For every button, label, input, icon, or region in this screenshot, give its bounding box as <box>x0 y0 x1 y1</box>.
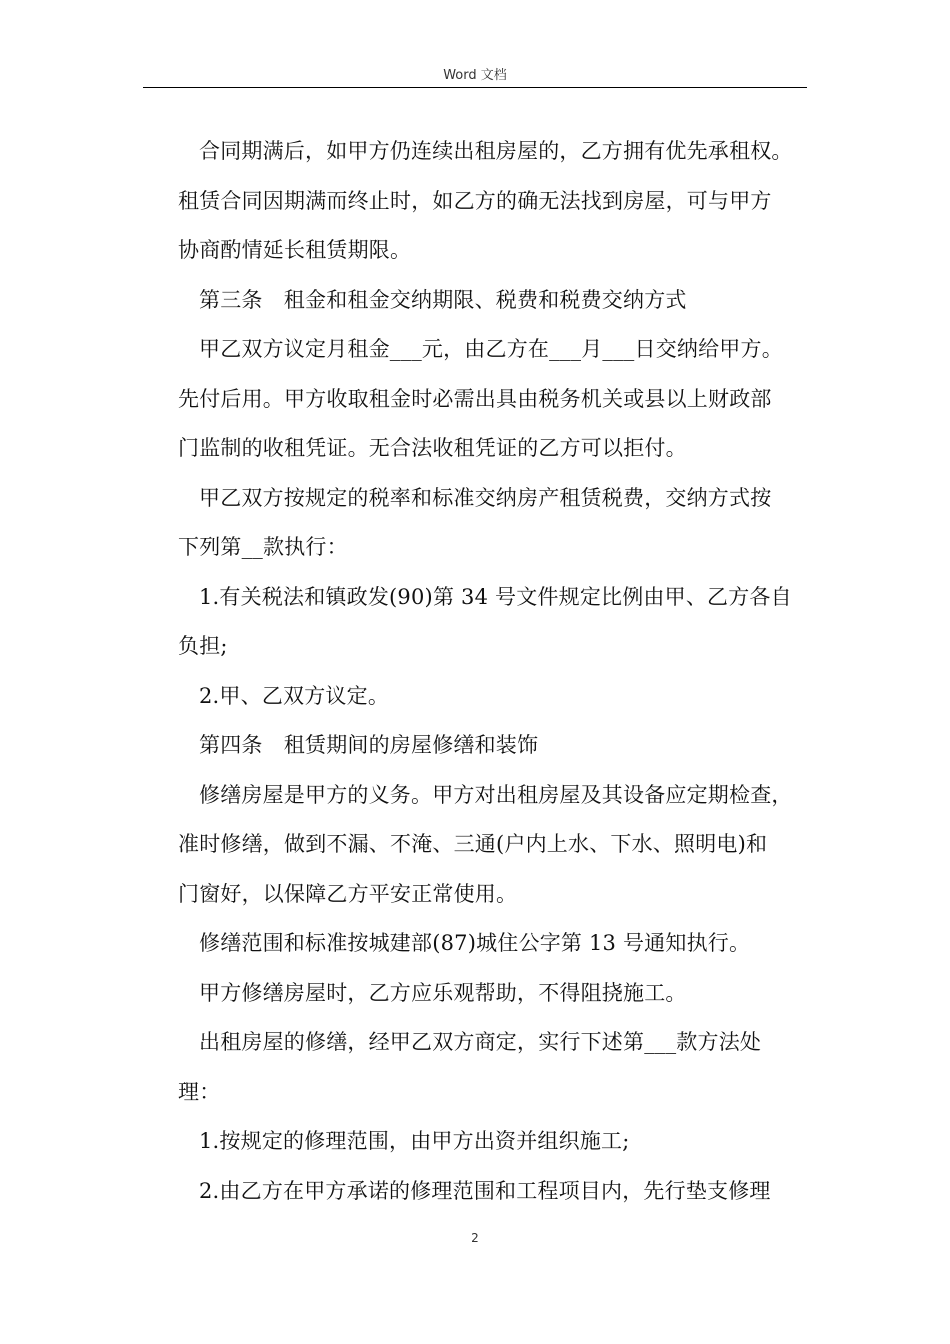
paragraph-line: 门监制的收租凭证。无合法收租凭证的乙方可以拒付。 <box>178 436 687 460</box>
paragraph-line: 下列第__款执行： <box>178 535 348 559</box>
document-body <box>178 127 814 1216</box>
paragraph-line: 先付后用。甲方收取租金时必需出具由税务机关或县以上财政部 <box>178 386 772 411</box>
page-number: 2 <box>471 1231 479 1245</box>
list-item: 1.按规定的修理范围，由甲方出资并组织施工; <box>199 1129 630 1153</box>
section-heading: 第三条 租金和租金交纳期限、税费和税费交纳方式 <box>199 287 687 312</box>
paragraph-line: 租赁合同因期满而终止时，如乙方的确无法找到房屋，可与甲方 <box>178 188 772 213</box>
paragraph-line: 甲方修缮房屋时，乙方应乐观帮助，不得阻挠施工。 <box>199 980 687 1005</box>
paragraph-line: 合同期满后，如甲方仍连续出租房屋的，乙方拥有优先承租权。 <box>199 139 793 163</box>
paragraph-line: 出租房屋的修缮，经甲乙双方商定，实行下述第___款方法处 <box>199 1030 762 1054</box>
list-item-continuation: 负担; <box>178 634 228 658</box>
list-item: 2.由乙方在甲方承诺的修理范围和工程项目内，先行垫支修理 <box>199 1178 771 1203</box>
section-heading: 第四条 租赁期间的房屋修缮和装饰 <box>199 733 539 757</box>
paragraph-line: 理： <box>178 1079 221 1104</box>
paragraph-line: 门窗好，以保障乙方平安正常使用。 <box>178 881 518 906</box>
header-divider <box>143 87 807 88</box>
paragraph-line: 修缮房屋是甲方的义务。甲方对出租房屋及其设备应定期检查， <box>199 782 793 807</box>
list-item: 1.有关税法和镇政发(90)第 34 号文件规定比例由甲、乙方各自 <box>199 584 792 609</box>
paragraph-line: 协商酌情延长租赁期限。 <box>178 238 412 262</box>
paragraph-line: 修缮范围和标准按城建部(87)城住公字第 13 号通知执行。 <box>199 931 751 955</box>
paragraph-line: 准时修缮，做到不漏、不淹、三通(户内上水、下水、照明电)和 <box>178 832 768 856</box>
page-header: Word 文档 <box>443 68 507 83</box>
list-item: 2.甲、乙双方议定。 <box>199 683 390 708</box>
paragraph-line: 甲乙双方议定月租金___元，由乙方在___月___日交纳给甲方。 <box>199 337 783 361</box>
paragraph-line: 甲乙双方按规定的税率和标准交纳房产租赁税费，交纳方式按 <box>199 485 772 510</box>
